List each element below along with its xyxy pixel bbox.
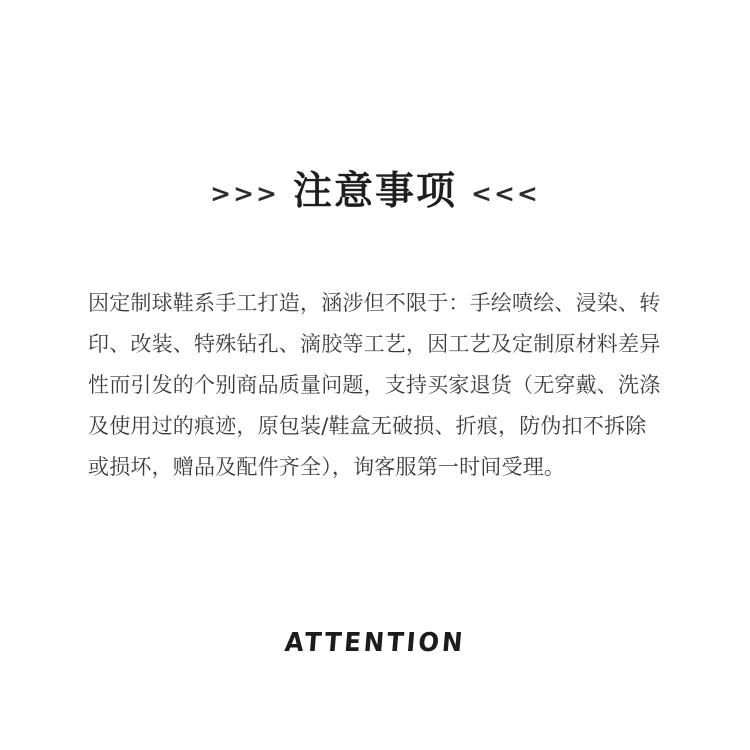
page-title — [0, 169, 750, 214]
left-chevron-icon: >>> — [210, 179, 279, 208]
notice-body-paragraph: 因定制球鞋系手工打造，涵涉但不限于：手绘喷绘、浸染、转印、改装、特殊钻孔、滴胶等工艺，因工艺及定制原材料差异性而引发的个别商品质量问题，支持买家退货（无穿戴、洗涤及使用过的痕迹，原包装/鞋盒无破损、折痕，防伪扣不拆除或损坏，赠品及配件齐全），询客服第一时间受理。 — [88, 291, 661, 479]
attention-wordmark: ATTENTION — [283, 628, 467, 658]
page-title-text: 注意事项 — [292, 169, 457, 214]
right-chevron-icon: <<< — [471, 179, 540, 208]
footer — [0, 628, 750, 658]
